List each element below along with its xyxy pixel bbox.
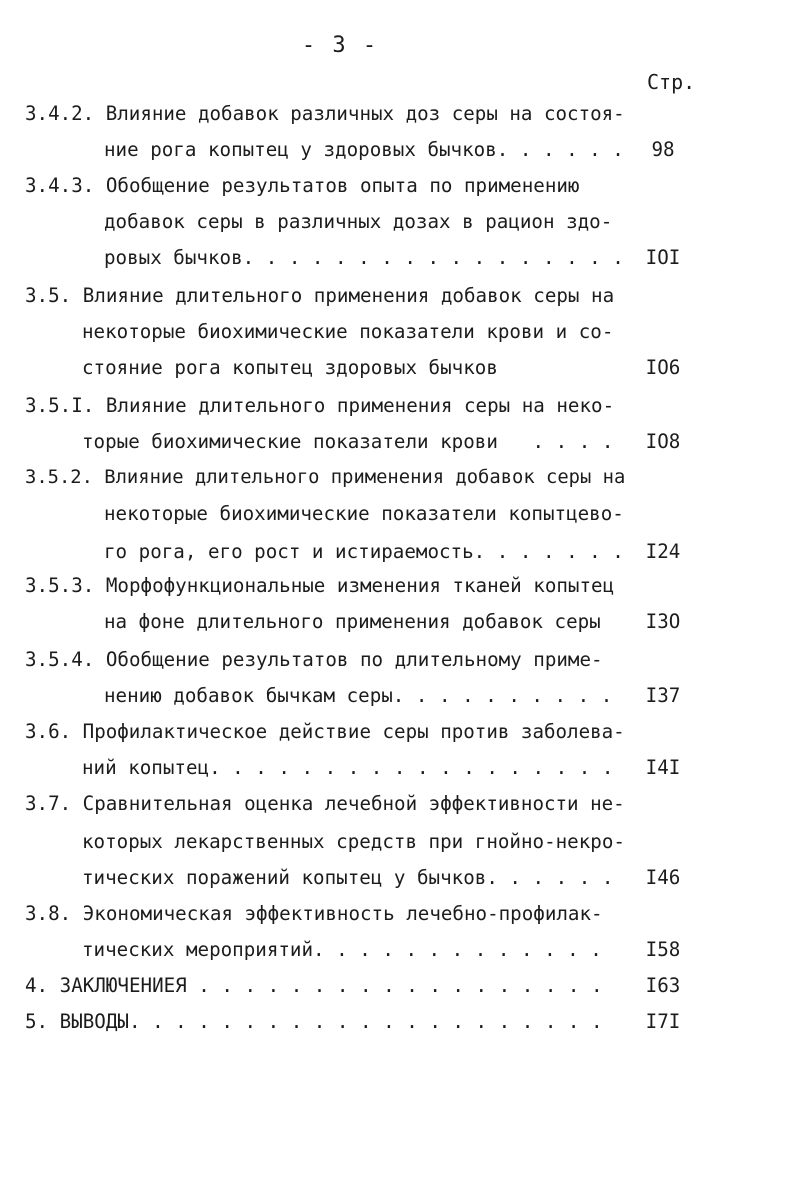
toc-page-number: I4I xyxy=(645,756,681,779)
toc-page-number: IO8 xyxy=(645,430,681,453)
toc-entry-line: нению добавок бычкам серы. . . . . . . . . . xyxy=(104,684,613,707)
toc-entry-line: 3.5.2. Влияние длительного применения добавок серы на xyxy=(25,467,626,488)
toc-entry-line: 4. ЗАКЛЮЧЕНИЕЯ . . . . . . . . . . . . . . . . . . xyxy=(25,974,603,997)
toc-page-number: I58 xyxy=(645,938,681,961)
toc-entry-line: 3.5.4. Обобщение результатов по длительному приме- xyxy=(25,648,603,671)
toc-entry-line: 3.5. Влияние длительного применения добавок серы на xyxy=(25,284,615,307)
toc-page-number: I7I xyxy=(645,1010,681,1033)
toc-page-number: I63 xyxy=(645,974,681,997)
toc-entry-line: ровых бычков. . . . . . . . . . . . . . . . . xyxy=(104,246,624,269)
toc-page-number: I3O xyxy=(645,610,681,633)
toc-entry-line: некоторые биохимические показатели крови и со- xyxy=(82,320,614,343)
toc-entry-line: 3.7. Сравнительная оценка лечебной эффективности не- xyxy=(25,792,625,815)
toc-entry-line: некоторые биохимические показатели копытцево- xyxy=(104,502,624,525)
toc-entry-line: 3.5.3. Морфофункциональные изменения тканей копытец xyxy=(25,574,615,597)
toc-page-number: I46 xyxy=(645,866,681,889)
toc-page-number: I24 xyxy=(645,540,681,563)
toc-page-number: IO6 xyxy=(645,356,681,379)
toc-page-number: I37 xyxy=(645,684,681,707)
toc-entry-line: 3.4.2. Влияние добавок различных доз серы на состоя- xyxy=(25,102,625,125)
toc-entry-line: тических поражений копытец у бычков. . . . . . xyxy=(82,866,614,889)
toc-entry-line: торые биохимические показатели крови . . . . xyxy=(82,430,614,453)
toc-entry-line: ние рога копытец у здоровых бычков. . . . . . xyxy=(104,138,624,161)
toc-entry-line: 3.5.I. Влияние длительного применения серы на неко- xyxy=(25,394,615,417)
toc-entry-line: добавок серы в различных дозах в рацион здо- xyxy=(104,210,613,233)
toc-entry-line: 3.4.3. Обобщение результатов опыта по применению xyxy=(25,174,580,197)
toc-entry-line: го рога, его рост и истираемость. . . . . . . xyxy=(104,540,624,563)
toc-entry-line: тических мероприятий. . . . . . . . . . . . . xyxy=(82,938,602,961)
toc-page-number: IOI xyxy=(645,246,681,269)
page-number: - 3 - xyxy=(301,33,379,58)
toc-entry-line: которых лекарственных средств при гнойно-некро- xyxy=(82,830,625,853)
toc-entry-line: 3.8. Экономическая эффективность лечебно-профилак- xyxy=(25,902,603,925)
toc-entry-line: стояние рога копытец здоровых бычков xyxy=(82,356,498,379)
toc-entry-line: 5. ВЫВОДЫ. . . . . . . . . . . . . . . . . . . . . xyxy=(25,1010,603,1033)
toc-entry-line: ний копытец. . . . . . . . . . . . . . . . . . xyxy=(82,756,614,779)
toc-entry-line: 3.6. Профилактическое действие серы против заболева- xyxy=(25,720,625,743)
column-header-page: Стр. xyxy=(647,70,696,94)
toc-page-number: 98 xyxy=(651,138,675,161)
toc-entry-line: на фоне длительного применения добавок серы xyxy=(104,610,601,633)
